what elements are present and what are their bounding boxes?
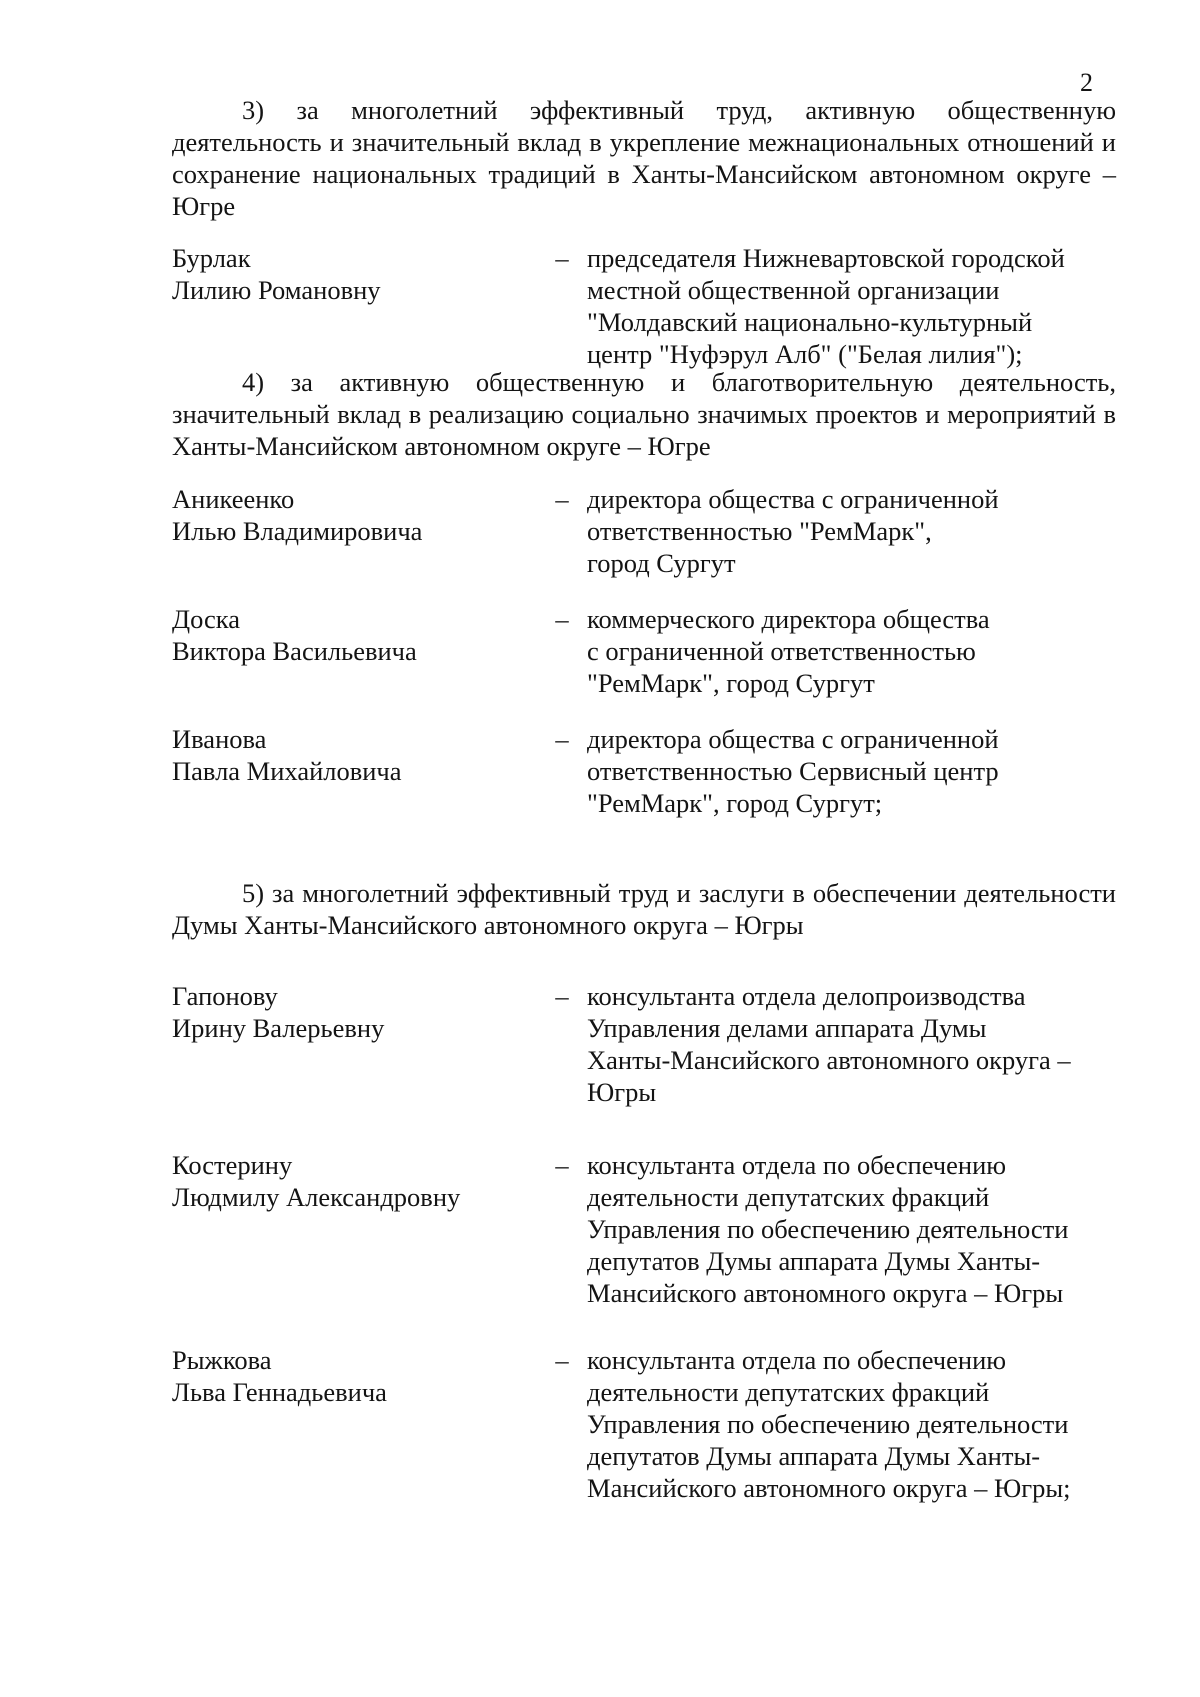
awardee-given-names: Илью Владимировича — [172, 516, 423, 546]
position-line: депутатов Думы аппарата Думы Ханты- — [587, 1246, 1041, 1276]
awardee-position — [587, 603, 1127, 699]
position-line: председателя Нижневартовской городской — [587, 243, 1065, 273]
position-line: консультанта отдела делопроизводства — [587, 981, 1026, 1011]
awardee-surname: Аникеенко — [172, 484, 295, 514]
awardee-position — [587, 980, 1127, 1108]
position-line: "РемМарк", город Сургут — [587, 668, 875, 698]
position-line: Управления по обеспечению деятельности — [587, 1409, 1069, 1439]
section-5-heading — [172, 877, 1116, 941]
awardee-name — [172, 1344, 532, 1408]
awardee-position — [587, 483, 1127, 579]
position-line: коммерческого директора общества — [587, 604, 990, 634]
awardee-name — [172, 603, 532, 667]
position-line: деятельности депутатских фракций — [587, 1182, 990, 1212]
position-line: ответственностью Сервисный центр — [587, 756, 999, 786]
position-line: консультанта отдела по обеспечению — [587, 1345, 1007, 1375]
awardee-surname: Рыжкова — [172, 1345, 272, 1375]
position-line: "Молдавский национально-культурный — [587, 307, 1033, 337]
dash-separator: – — [555, 1345, 569, 1375]
awardee-name — [172, 483, 532, 547]
position-line: Управления делами аппарата Думы — [587, 1013, 987, 1043]
awardee-surname: Гапонову — [172, 981, 278, 1011]
dash-separator: – — [555, 981, 569, 1011]
awardee-given-names: Павла Михайловича — [172, 756, 402, 786]
position-line: "РемМарк", город Сургут; — [587, 788, 883, 818]
section-3-heading — [172, 94, 1116, 222]
awardee-given-names: Лилию Романовну — [172, 275, 381, 305]
position-line: деятельности депутатских фракций — [587, 1377, 990, 1407]
awardee-name — [172, 1149, 532, 1213]
awardee-name — [172, 242, 532, 306]
section-3-text: 3) за многолетний эффективный труд, активную общественную деятельность и значительный вклад в укрепление межнациональных отношений и сохранение национальных традиций в Ханты-Мансийском автономном округе – Югре — [172, 95, 1116, 221]
position-line: ответственностью "РемМарк", — [587, 516, 932, 546]
dash-separator: – — [555, 724, 569, 754]
awardee-surname: Доска — [172, 604, 240, 634]
position-line: Мансийского автономного округа – Югры — [587, 1278, 1064, 1308]
position-line: Югры — [587, 1077, 657, 1107]
awardee-position — [587, 1344, 1127, 1504]
awardee-name — [172, 723, 532, 787]
position-line: директора общества с ограниченной — [587, 484, 999, 514]
awardee-given-names: Льва Геннадьевича — [172, 1377, 387, 1407]
awardee-position — [587, 723, 1127, 819]
awardee-given-names: Людмилу Александровну — [172, 1182, 461, 1212]
position-line: с ограниченной ответственностью — [587, 636, 976, 666]
awardee-position — [587, 242, 1127, 370]
position-line: Ханты-Мансийского автономного округа – — [587, 1045, 1071, 1075]
awardee-given-names: Виктора Васильевича — [172, 636, 417, 666]
section-4-text: 4) за активную общественную и благотворительную деятельность, значительный вклад в реализацию социально значимых проектов и мероприятий в Ханты-Мансийском автономном округе – Югре — [172, 367, 1116, 461]
page-number: 2 — [1080, 68, 1093, 97]
section-5-text: 5) за многолетний эффективный труд и заслуги в обеспечении деятельности Думы Ханты-Мансийского автономного округа – Югры — [172, 878, 1116, 940]
position-line: центр "Нуфэрул Алб" ("Белая лилия"); — [587, 339, 1023, 369]
position-line: Мансийского автономного округа – Югры; — [587, 1473, 1071, 1503]
awardee-name — [172, 980, 532, 1044]
dash-separator: – — [555, 604, 569, 634]
position-line: депутатов Думы аппарата Думы Ханты- — [587, 1441, 1041, 1471]
position-line: местной общественной организации — [587, 275, 1000, 305]
dash-separator: – — [555, 243, 569, 273]
position-line: директора общества с ограниченной — [587, 724, 999, 754]
awardee-given-names: Ирину Валерьевну — [172, 1013, 385, 1043]
section-4-heading — [172, 366, 1116, 462]
awardee-position — [587, 1149, 1127, 1309]
awardee-surname: Костерину — [172, 1150, 293, 1180]
position-line: Управления по обеспечению деятельности — [587, 1214, 1069, 1244]
awardee-surname: Бурлак — [172, 243, 251, 273]
position-line: консультанта отдела по обеспечению — [587, 1150, 1007, 1180]
dash-separator: – — [555, 1150, 569, 1180]
awardee-surname: Иванова — [172, 724, 267, 754]
position-line: город Сургут — [587, 548, 736, 578]
dash-separator: – — [555, 484, 569, 514]
